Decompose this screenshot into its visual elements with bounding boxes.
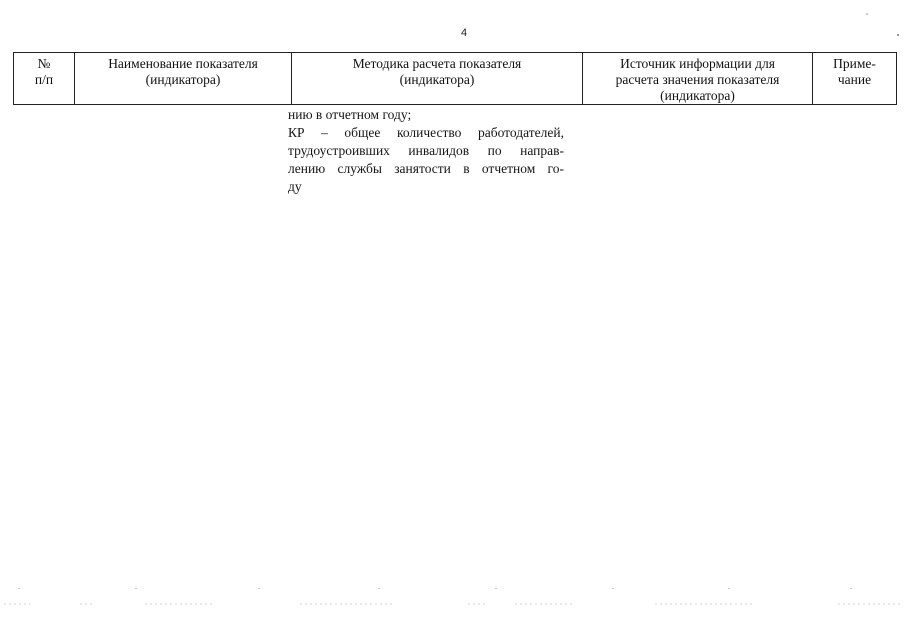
method-text-line-3: трудоустроивших инвалидов по направ- [288,143,564,158]
method-continuation-text [288,106,564,196]
header-method-line-1: Методика расчета показателя [352,56,522,71]
table-header-row [14,53,897,105]
header-cell-number [14,53,75,105]
header-note-line-1: Приме- [833,56,876,71]
scan-speck-top-right [866,13,868,15]
page-number: 4 [460,27,468,39]
scan-speck-right [897,34,899,36]
header-cell-note [813,53,897,105]
indicator-table-header [13,52,897,105]
header-name-line-2: (индикатора) [145,72,221,87]
header-number-line-1: № [37,56,51,71]
header-source-line-2: расчета значения показателя [615,72,780,87]
method-text-line-4: лению службы занятости в отчетном го- [288,161,564,176]
header-note-line-2: чание [837,72,872,87]
header-number-line-2: п/п [34,72,54,87]
method-text-line-1: нию в отчетном году; [288,107,412,122]
header-source-line-1: Источник информации для [620,56,775,71]
header-cell-information-source [583,53,813,105]
header-name-line-1: Наименование показателя [108,56,258,71]
header-cell-calculation-method [292,53,583,105]
method-text-line-5: ду [288,179,302,194]
header-source-line-3: (индикатора) [660,88,735,103]
scan-noise-bottom [0,580,905,620]
header-method-line-2: (индикатора) [399,72,475,87]
method-text-line-2: КР – общее количество работодателей, [288,125,564,140]
header-cell-indicator-name [75,53,292,105]
